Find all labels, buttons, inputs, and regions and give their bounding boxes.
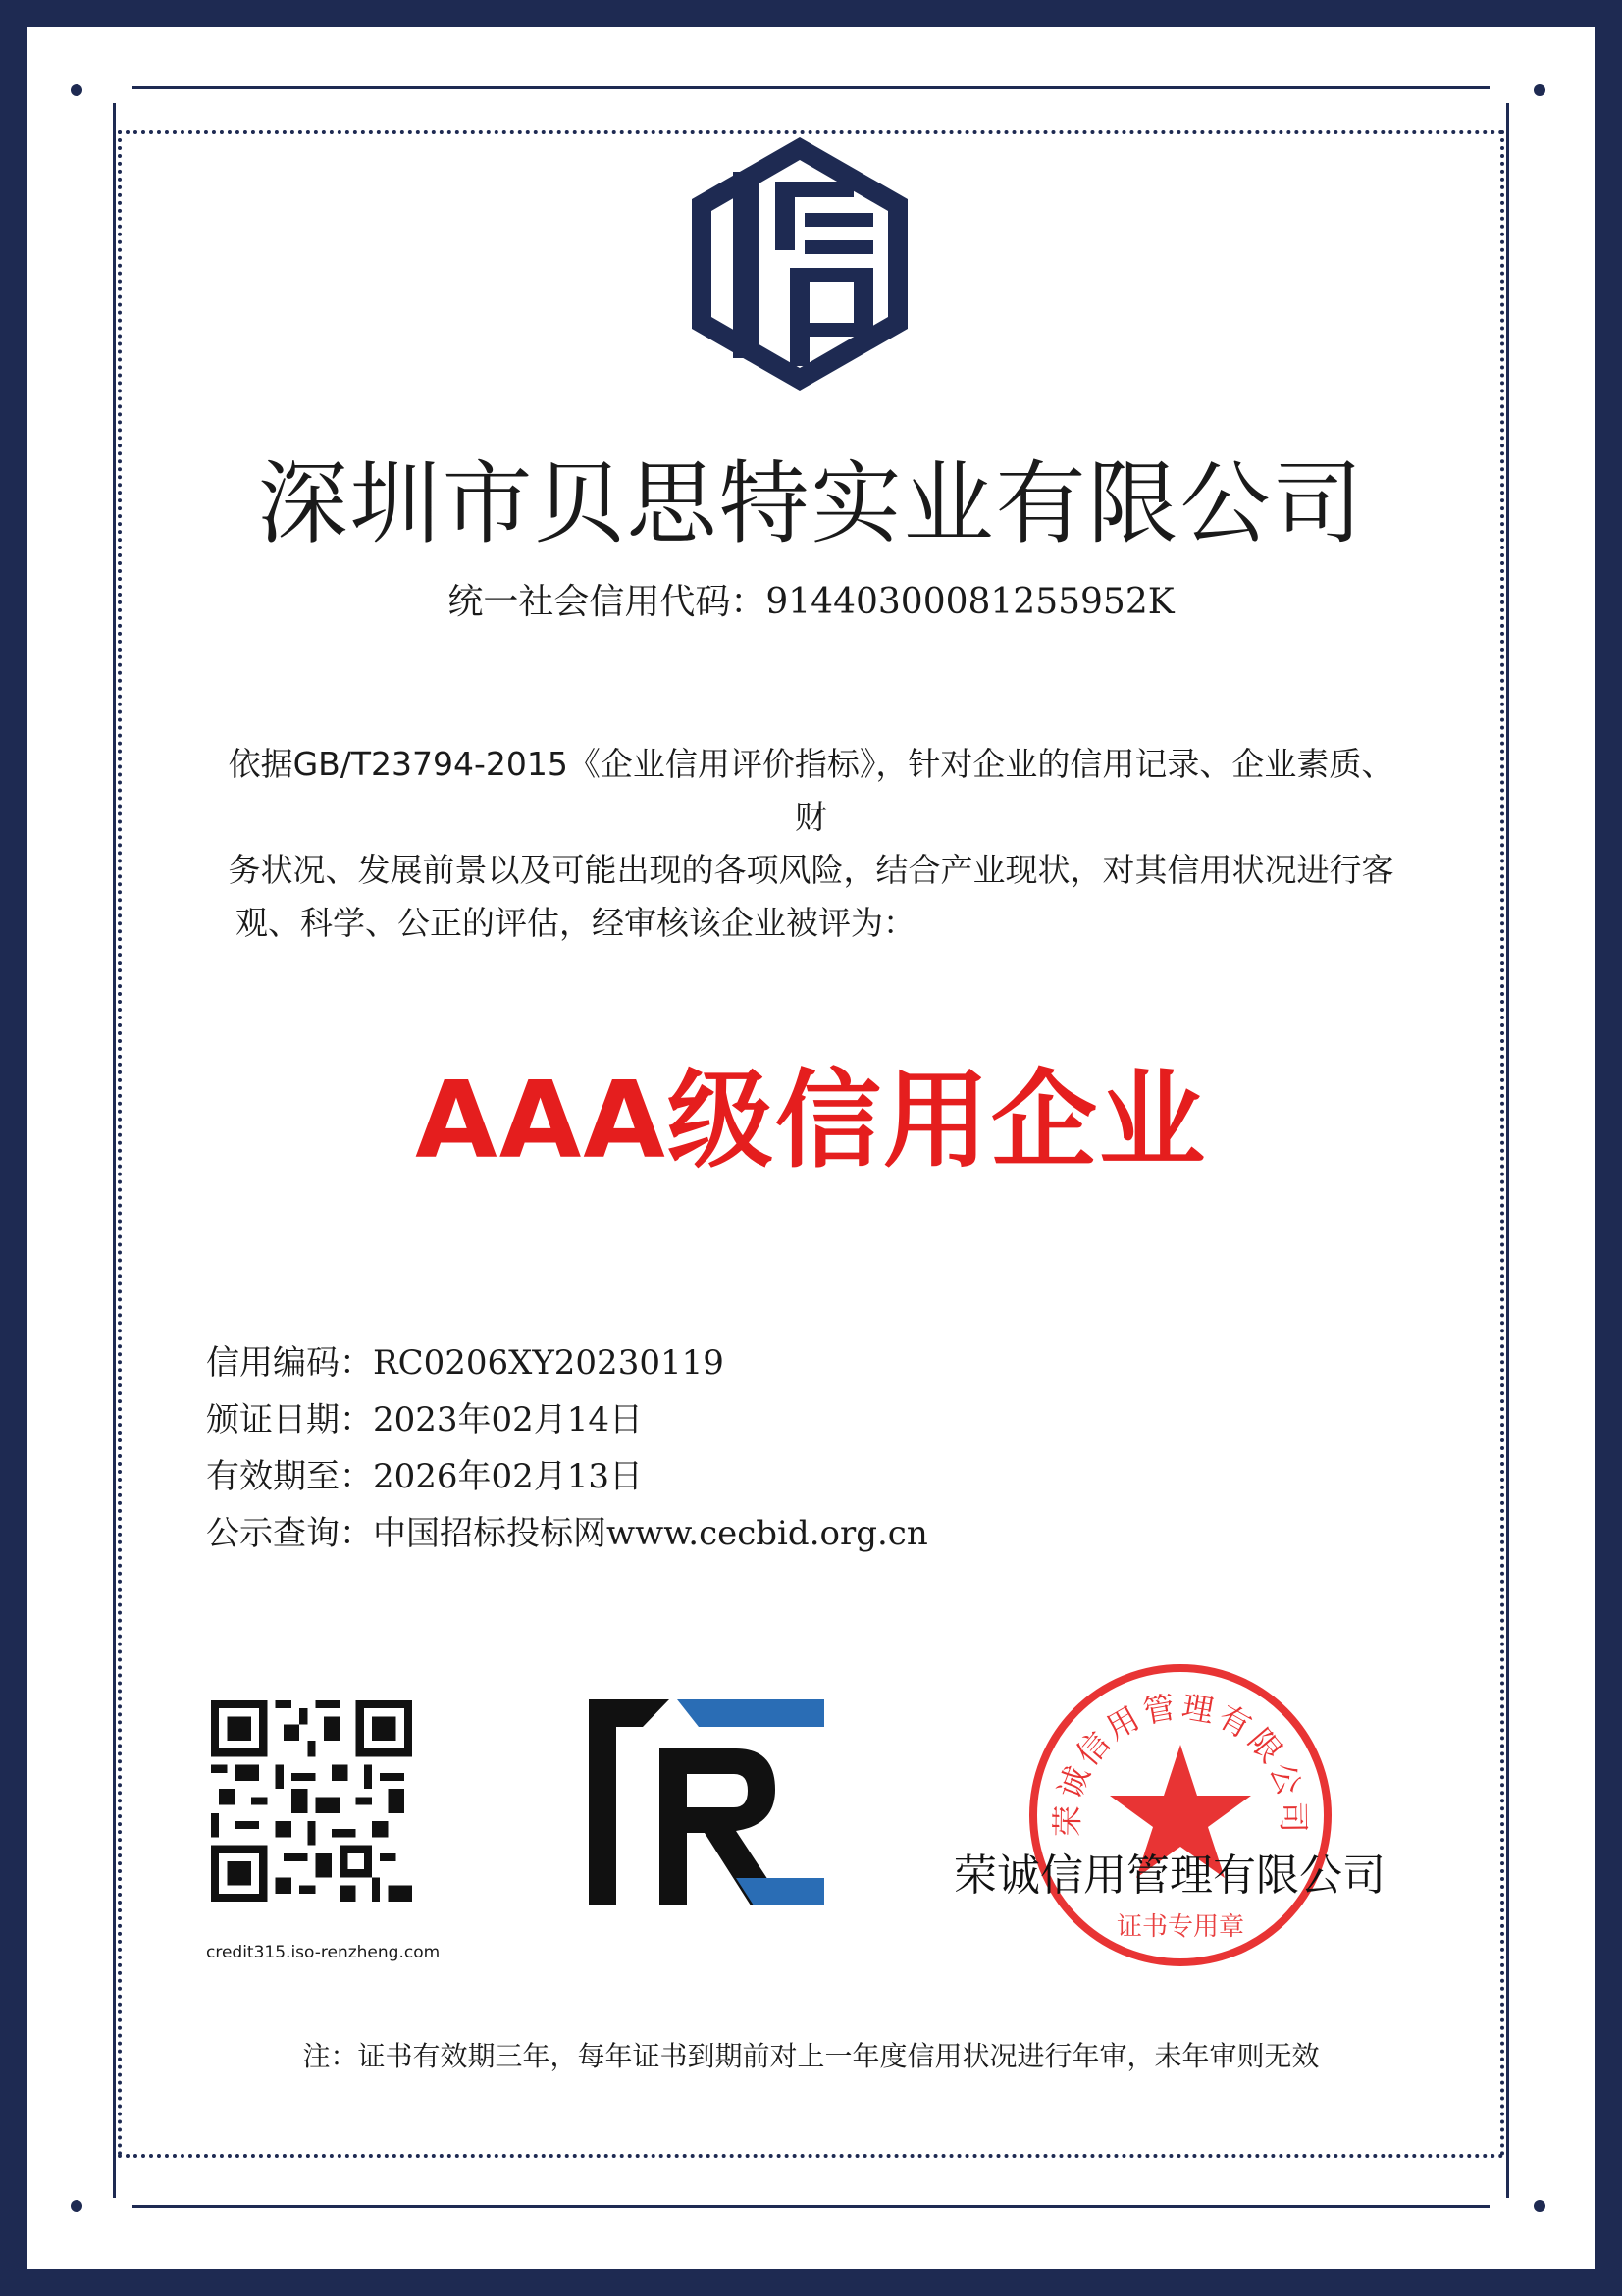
credit-code-line [0,574,1622,624]
frame-bottom-line [132,2205,1490,2208]
intro-line: 务状况、发展前景以及可能出现的各项风险，结合产业现状，对其信用状况进行客 [228,851,1394,889]
detail-row-valid-until [206,1448,928,1505]
detail-value: 2023年02月14日 [373,1400,644,1439]
footer-note: 注：证书有效期三年，每年证书到期前对上一年度信用状况进行年审，未年审则无效 [302,2040,1320,2072]
qr-caption: credit315.iso-renzheng.com [206,1943,441,1962]
issuer-name: 荣诚信用管理有限公司 [954,1851,1386,1901]
company-name: 深圳市贝思特实业有限公司 [257,451,1365,556]
rating-title: AAA级信用企业 [415,1060,1207,1182]
detail-row-public-query [206,1505,928,1562]
seal-inner-text: 证书专用章 [1116,1912,1245,1942]
corner-dot-br [1534,2200,1545,2212]
intro-line: 依据GB/T23794-2015《企业信用评价指标》，针对企业的信用记录、企业素质、财 [228,745,1394,836]
rc-logo-icon [589,1699,824,1905]
intro-line: 观、科学、公正的评估，经审核该企业被评为： [235,904,916,942]
credit-code-value: 91440300081255952K [765,582,1175,622]
detail-label: 颁证日期： [206,1400,373,1439]
corner-dot-tl [71,84,82,96]
detail-row-issue-date [206,1391,928,1448]
corner-dot-bl [71,2200,82,2212]
qr-code-icon [211,1700,412,1902]
company-seal-icon [1023,1658,1337,1972]
intro-paragraph [216,738,1406,950]
detail-row-credit-number [206,1334,928,1391]
credit-code-label: 统一社会信用代码： [447,582,766,622]
detail-label: 信用编码： [206,1343,373,1383]
corner-dot-tr [1534,84,1545,96]
frame-top-line [132,86,1490,89]
detail-label: 公示查询： [206,1514,373,1553]
seal-outer-text: 荣诚信用管理有限公司 [1048,1688,1313,1838]
detail-label: 有效期至： [206,1457,373,1496]
detail-value: RC0206XY20230119 [373,1343,724,1383]
details-list [206,1334,928,1562]
detail-value: 中国招标投标网www.cecbid.org.cn [373,1514,928,1553]
credit-logo-icon [682,132,917,397]
detail-value: 2026年02月13日 [373,1457,644,1496]
